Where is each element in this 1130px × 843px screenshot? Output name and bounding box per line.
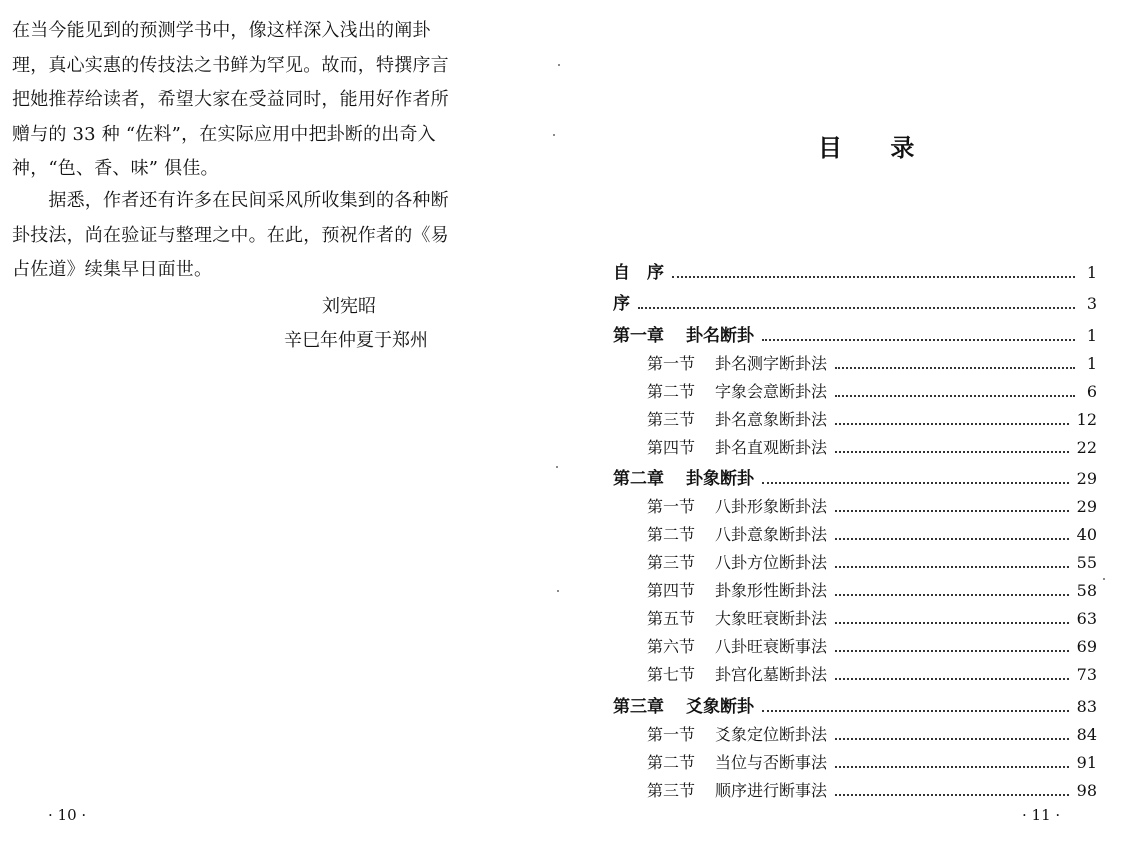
toc-chapter-label: 第二章 [613, 469, 664, 489]
scan-speck [557, 590, 559, 592]
scan-speck [1103, 578, 1105, 580]
toc-page-number: 6 [1086, 382, 1097, 401]
toc-dot-leader [762, 339, 1075, 341]
preface-paragraph-2: 据悉，作者还有许多在民间采风所收集到的各种断 卦技法，尚在验证与整理之中。在此，预祝作者的《易 占佐道》续集早日面世。 [12, 190, 449, 281]
scan-speck [558, 64, 560, 66]
toc-chapter-label: 第三章 [613, 697, 664, 717]
toc-dot-leader [835, 738, 1069, 740]
page-number-right: · 11 · [1022, 806, 1061, 824]
toc-entry-title: 八卦意象断卦法 [715, 525, 828, 544]
signature-date: 辛巳年仲夏于郑州 [284, 330, 428, 351]
toc-section-row [647, 550, 1097, 573]
toc-section-label: 第五节 [647, 609, 696, 628]
toc-chapter-row [613, 321, 1097, 346]
toc-section-row [647, 522, 1097, 545]
toc-section-row [647, 407, 1097, 430]
preface-paragraph-1: 在当今能见到的预测学书中，像这样深入浅出的阐卦 理，真心实惠的传技法之书鲜为罕见。故而，特撰序言 把她推荐给读者，希望大家在受益同时，能用好作者所 赠与的 33 种 “佐料”，在实际应用中把卦断的出奇入 神，“色、香、味” 俱佳。 [12, 20, 449, 180]
toc-dot-leader [638, 307, 1075, 309]
toc-dot-leader [835, 766, 1069, 768]
toc-section-label: 第三节 [647, 410, 696, 429]
toc-entry-title: 卦名意象断卦法 [715, 410, 828, 429]
toc-entry-title: 卦名测字断卦法 [715, 354, 828, 373]
toc-section-row [647, 634, 1097, 657]
toc-entry-title: 八卦形象断卦法 [715, 497, 828, 516]
toc-section-row [647, 494, 1097, 517]
toc-page-number: 1 [1086, 263, 1097, 282]
toc-page-number: 84 [1076, 725, 1097, 744]
toc-section-label: 第四节 [647, 438, 696, 457]
toc-page-number: 1 [1086, 326, 1097, 345]
toc-dot-leader [672, 276, 1075, 278]
scan-speck [556, 466, 558, 468]
toc-chapter-label: 第一章 [613, 326, 664, 346]
toc-page-number: 12 [1076, 410, 1097, 429]
toc-page-number: 91 [1076, 753, 1097, 772]
toc-page-number: 22 [1076, 438, 1097, 457]
toc-chapter-row [613, 692, 1097, 717]
left-page [0, 0, 560, 843]
toc-section-label: 第一节 [647, 354, 696, 373]
toc-page-number: 63 [1076, 609, 1097, 628]
toc-page-number: 40 [1076, 525, 1097, 544]
toc-dot-leader [835, 650, 1069, 652]
toc-dot-leader [835, 423, 1069, 425]
toc-section-label: 第三节 [647, 781, 696, 800]
toc-section-row [647, 750, 1097, 773]
toc-dot-leader [835, 566, 1069, 568]
toc-section-row [647, 379, 1097, 402]
toc-dot-leader [835, 451, 1069, 453]
toc-section-label: 第一节 [647, 497, 696, 516]
toc-chapter-row [613, 258, 1097, 283]
toc-page-number: 29 [1076, 469, 1097, 488]
toc-page-number: 98 [1076, 781, 1097, 800]
toc-section-label: 第四节 [647, 581, 696, 600]
right-page [570, 0, 1130, 843]
toc-page-number: 73 [1076, 665, 1097, 684]
toc-entry-title: 大象旺衰断卦法 [715, 609, 828, 628]
toc-title: 目 录 [818, 134, 935, 162]
toc-page-number: 3 [1086, 294, 1097, 313]
toc-dot-leader [835, 367, 1075, 369]
toc-entry-title: 卦宫化墓断卦法 [715, 665, 828, 684]
toc-entry-title: 卦名直观断卦法 [715, 438, 828, 457]
toc-section-label: 第一节 [647, 725, 696, 744]
toc-entry-title: 卦名断卦 [686, 326, 754, 346]
toc-section-label: 第二节 [647, 382, 696, 401]
toc-section-row [647, 662, 1097, 685]
toc-section-label: 第六节 [647, 637, 696, 656]
toc-section-row [647, 351, 1097, 374]
toc-page-number: 58 [1076, 581, 1097, 600]
toc-dot-leader [835, 538, 1069, 540]
toc-section-label: 第二节 [647, 753, 696, 772]
toc-section-row [647, 606, 1097, 629]
page-number-left: · 10 · [48, 806, 87, 824]
toc-chapter-label: 自 序 [613, 263, 664, 283]
toc-section-label: 第七节 [647, 665, 696, 684]
toc-section-row [647, 778, 1097, 801]
toc-entry-title: 爻象定位断卦法 [715, 725, 828, 744]
toc-entry-title: 字象会意断卦法 [715, 382, 828, 401]
toc-dot-leader [835, 678, 1069, 680]
toc-dot-leader [762, 710, 1069, 712]
toc-chapter-label: 序 [613, 294, 630, 314]
toc-entry-title: 爻象断卦 [686, 697, 754, 717]
toc-entry-title: 八卦方位断卦法 [715, 553, 828, 572]
toc-section-label: 第三节 [647, 553, 696, 572]
toc-dot-leader [835, 395, 1075, 397]
toc-entry-title: 当位与否断事法 [715, 753, 828, 772]
toc-section-row [647, 435, 1097, 458]
scan-speck [553, 134, 555, 136]
toc-section-label: 第二节 [647, 525, 696, 544]
toc-entry-title: 卦象断卦 [686, 469, 754, 489]
toc-page-number: 29 [1076, 497, 1097, 516]
toc-section-row [647, 722, 1097, 745]
toc-page-number: 69 [1076, 637, 1097, 656]
signature-name: 刘宪昭 [322, 296, 376, 317]
toc-chapter-row [613, 464, 1097, 489]
toc-dot-leader [835, 510, 1069, 512]
toc-chapter-row [613, 289, 1097, 314]
toc-dot-leader [835, 594, 1069, 596]
toc-entry-title: 八卦旺衰断事法 [715, 637, 828, 656]
toc-dot-leader [835, 794, 1069, 796]
toc-entry-title: 顺序进行断事法 [715, 781, 828, 800]
table-of-contents [570, 0, 1130, 843]
toc-page-number: 83 [1076, 697, 1097, 716]
toc-dot-leader [835, 622, 1069, 624]
toc-entry-title: 卦象形性断卦法 [715, 581, 828, 600]
toc-page-number: 1 [1086, 354, 1097, 373]
toc-section-row [647, 578, 1097, 601]
toc-dot-leader [762, 482, 1069, 484]
toc-page-number: 55 [1076, 553, 1097, 572]
